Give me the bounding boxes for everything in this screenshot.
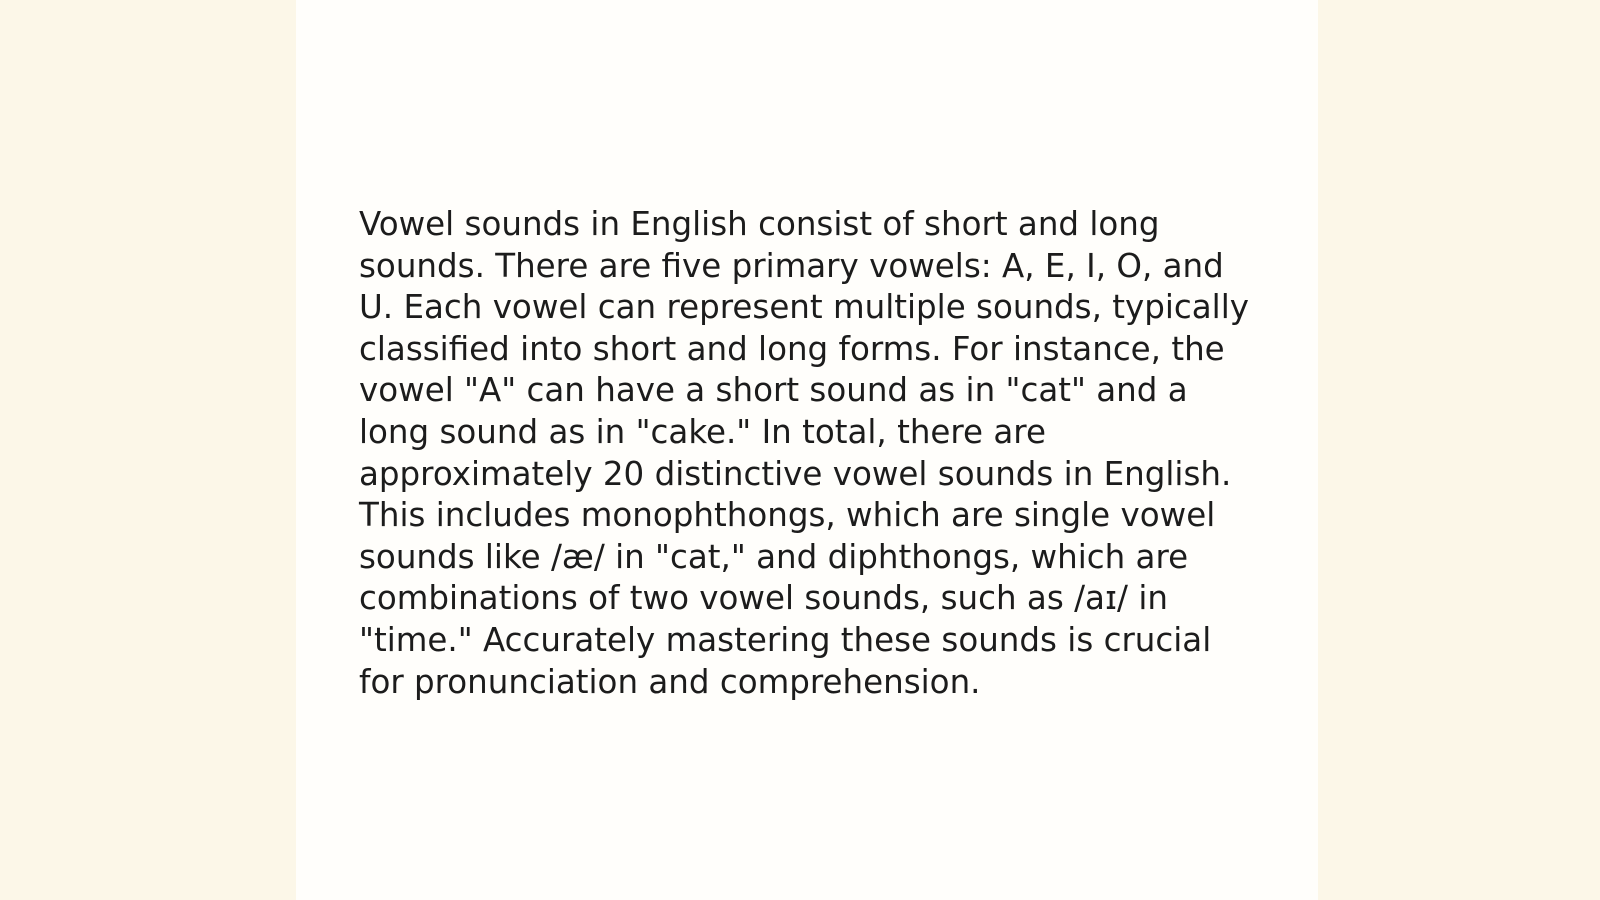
body-paragraph	[359, 204, 1259, 703]
paragraph-line: This includes monophthongs, which are single vowel	[359, 496, 1216, 535]
paragraph-line: approximately 20 distinctive vowel sounds in English.	[359, 454, 1232, 493]
paragraph-line: sounds. There are five primary vowels: A, E, I, O, and	[359, 246, 1224, 285]
paragraph-line: classified into short and long forms. For instance, the	[359, 329, 1225, 368]
paragraph-line: combinations of two vowel sounds, such as /aɪ/ in	[359, 579, 1168, 618]
paragraph-line: for pronunciation and comprehension.	[359, 662, 981, 701]
paragraph-line: sounds like /æ/ in "cat," and diphthongs, which are	[359, 537, 1189, 576]
document-page	[296, 0, 1318, 900]
paragraph-line: Vowel sounds in English consist of short and long	[359, 205, 1160, 243]
paragraph-line: U. Each vowel can represent multiple sounds, typically	[359, 288, 1249, 327]
paragraph-line: "time." Accurately mastering these sounds is crucial	[359, 620, 1212, 659]
paragraph-line: long sound as in "cake." In total, there are	[359, 412, 1046, 451]
paragraph-line: vowel "A" can have a short sound as in "cat" and a	[359, 371, 1188, 410]
